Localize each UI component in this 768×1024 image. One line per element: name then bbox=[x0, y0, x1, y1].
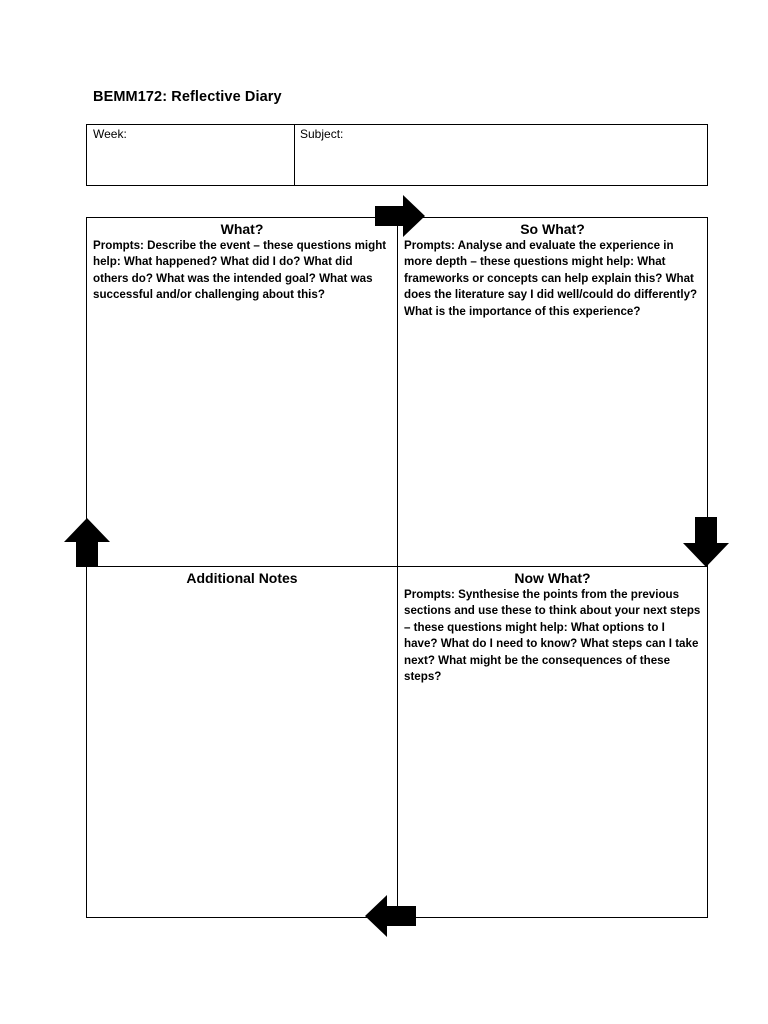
document-title: BEMM172: Reflective Diary bbox=[93, 89, 282, 105]
additional-notes-quadrant bbox=[87, 567, 397, 587]
arrow-down-icon bbox=[683, 517, 733, 567]
additional-notes-title: Additional Notes bbox=[186, 570, 298, 586]
arrow-up-icon bbox=[64, 518, 114, 568]
what-prompt: Prompts: Describe the event – these questions might help: What happened? What did I do? What did others do? What was the intended goal? What was successful and/or challenging about this? bbox=[93, 239, 387, 302]
arrow-left-icon bbox=[365, 894, 415, 944]
header-table-divider bbox=[294, 125, 295, 185]
so-what-prompt: Prompts: Analyse and evaluate the experience in more depth – these questions might help: What frameworks or concepts can help explain this? What does the literature say I did well/could do differently? What is the importance of this experience? bbox=[404, 239, 698, 318]
reflection-grid bbox=[86, 217, 708, 918]
what-quadrant bbox=[87, 218, 397, 304]
now-what-quadrant bbox=[398, 567, 707, 685]
arrow-right-icon bbox=[375, 194, 425, 244]
what-title: What? bbox=[220, 221, 264, 237]
now-what-prompt: Prompts: Synthesise the points from the previous sections and use these to think about your next steps – these questions might help: What options to I have? What do I need to know? What steps can I take next? What might be the consequences of these steps? bbox=[404, 588, 701, 684]
week-field-label: Week: bbox=[93, 127, 127, 141]
so-what-title: So What? bbox=[520, 221, 585, 237]
week-subject-table bbox=[86, 124, 708, 186]
now-what-title: Now What? bbox=[514, 570, 591, 586]
so-what-quadrant bbox=[398, 218, 707, 320]
subject-field-label: Subject: bbox=[300, 127, 344, 141]
